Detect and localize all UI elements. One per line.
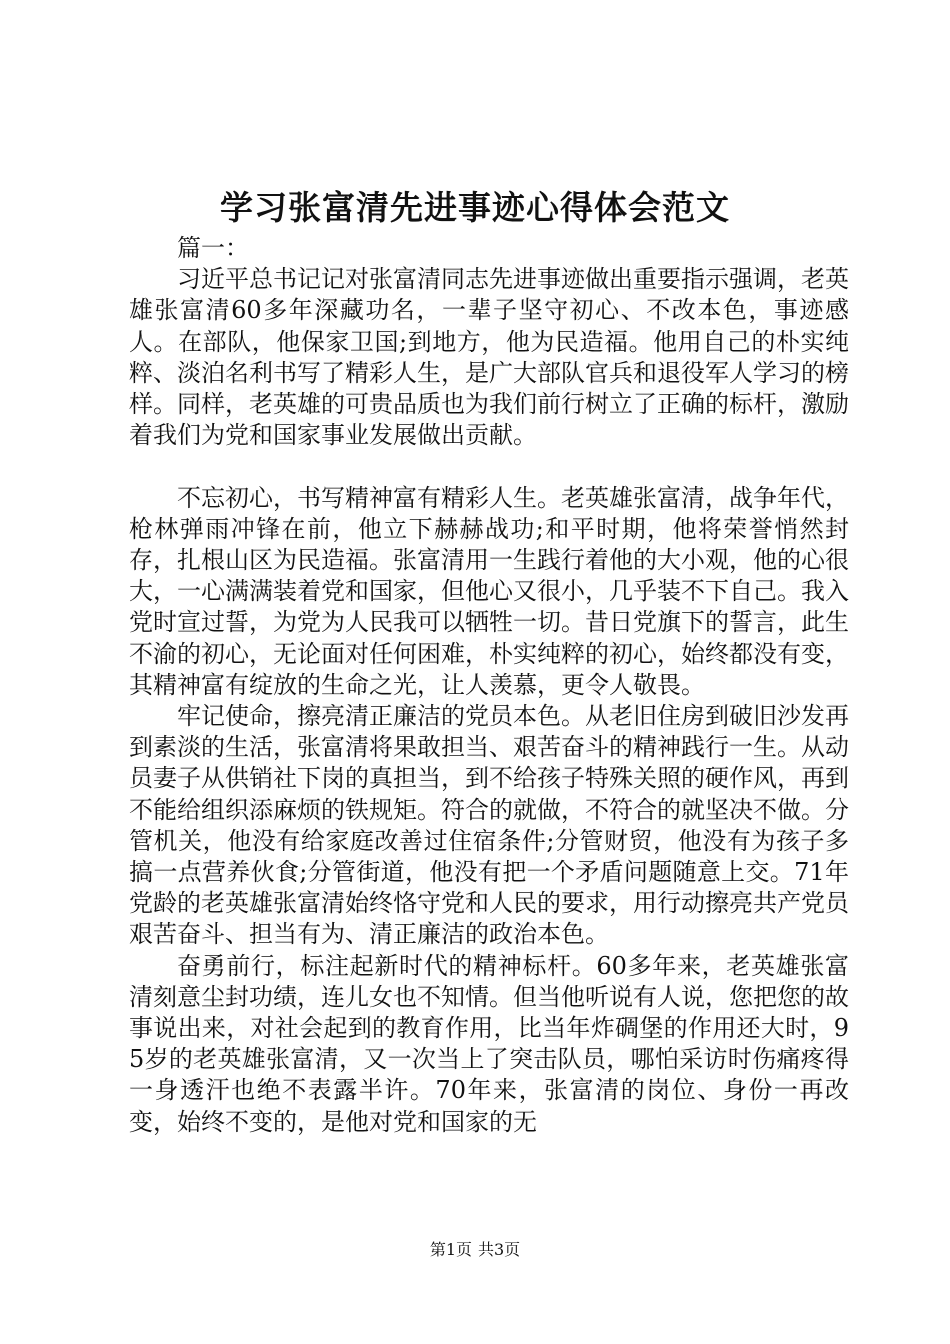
page-footer — [0, 1240, 950, 1260]
body-paragraph: 习近平总书记记对张富清同志先进事迹做出重要指示强调，老英雄张富清60多年深藏功名，一辈子坚守初心、不改本色，事迹感人。在部队，他保家卫国;到地方，他为民造福。他用自己的朴实纯粹、淡泊名利书写了精彩人生，是广大部队官兵和退役军人学习的榜样。同样，老英雄的可贵品质也为我们前行树立了正确的标杆，激励着我们为党和国家事业发展做出贡献。 — [129, 265, 849, 450]
body-paragraph: 不忘初心，书写精神富有精彩人生。老英雄张富清，战争年代，枪林弹雨冲锋在前，他立下赫赫战功;和平时期，他将荣誉悄然封存，扎根山区为民造福。张富清用一生践行着他的大小观，他的心很大，一心满满装着党和国家，但他心又很小，几乎装不下自己。我入党时宣过誓，为党为人民我可以牺牲一切。昔日党旗下的誓言，此生不渝的初心，无论面对任何困难，朴实纯粹的初心，始终都没有变，其精神富有绽放的生命之光，让人羡慕，更令人敬畏。 — [129, 483, 849, 699]
body-paragraph: 奋勇前行，标注起新时代的精神标杆。60多年来，老英雄张富清刻意尘封功绩，连儿女也不知情。但当他听说有人说，您把您的故事说出来，对社会起到的教育作用，比当年炸碉堡的作用还大时，95岁的老英雄张富清，又一次当上了突击队员，哪怕采访时伤痛疼得一身透汗也绝不表露半许。70年来，张富清的岗位、身份一再改变，始终不变的，是他对党和国家的无 — [129, 951, 849, 1136]
section-heading: 篇一： — [177, 234, 249, 262]
body-paragraph: 牢记使命，擦亮清正廉洁的党员本色。从老旧住房到破旧沙发再到素淡的生活，张富清将果敢担当、艰苦奋斗的精神践行一生。从动员妻子从供销社下岗的真担当，到不给孩子特殊关照的硬作风，再到不能给组织添麻烦的铁规矩。符合的就做，不符合的就坚决不做。分管机关，他没有给家庭改善过住宿条件;分管财贸，他没有为孩子多搞一点营养伙食;分管街道，他没有把一个矛盾问题随意上交。71年党龄的老英雄张富清始终恪守党和人民的要求，用行动擦亮共产党员艰苦奋斗、担当有为、清正廉洁的政治本色。 — [129, 702, 849, 949]
page-number: 第1页 — [429, 1240, 472, 1259]
page-count: 共3页 — [478, 1240, 521, 1259]
document-title: 学习张富清先进事迹心得体会范文 — [220, 188, 730, 227]
document-body — [129, 233, 849, 1138]
